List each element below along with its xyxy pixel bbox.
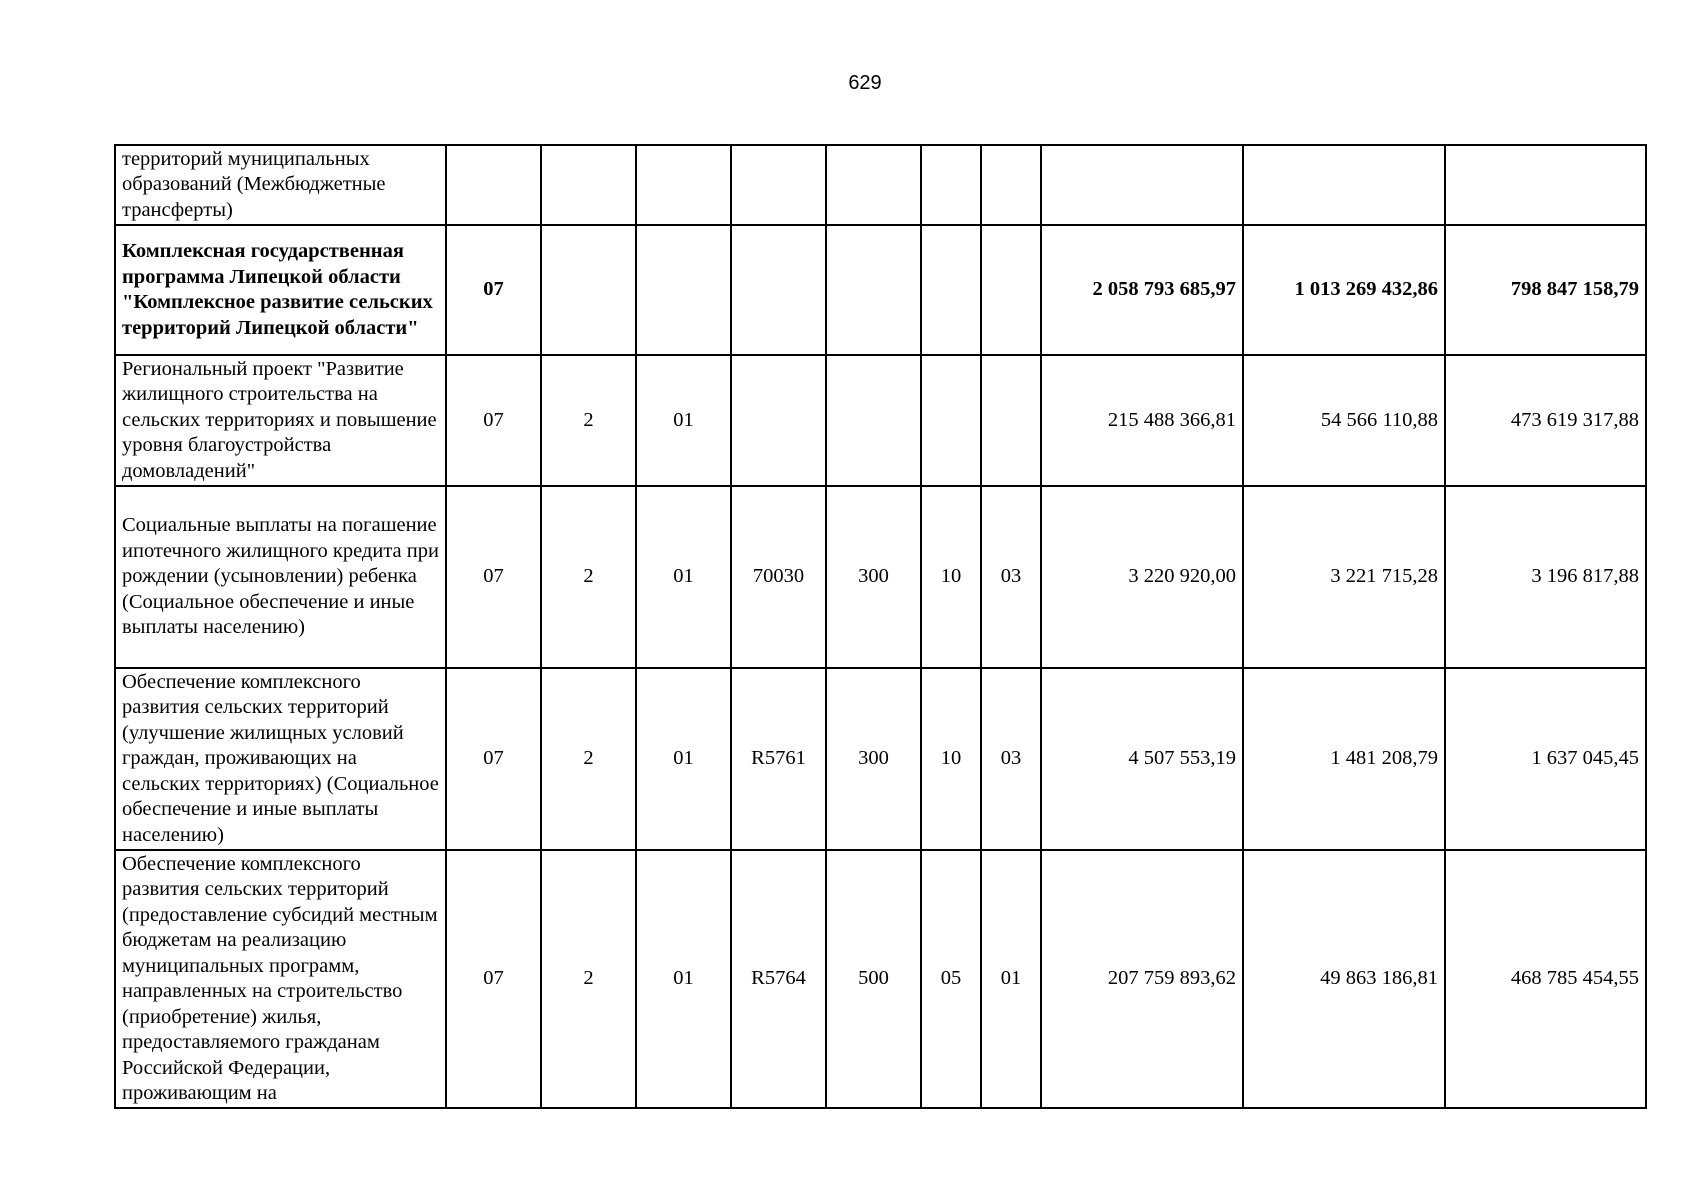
subprogram-code xyxy=(541,225,636,355)
page-number: 629 xyxy=(848,72,882,94)
amount-year-1: 3 220 920,00 xyxy=(1041,486,1243,668)
subsection-code xyxy=(981,145,1041,225)
program-code: 07 xyxy=(446,668,541,850)
expense-type-code xyxy=(826,225,921,355)
project-code xyxy=(636,225,731,355)
program-code: 07 xyxy=(446,486,541,668)
subprogram-code xyxy=(541,145,636,225)
direction-code: R5761 xyxy=(731,668,826,850)
section-code xyxy=(921,225,981,355)
row-name: территорий муниципальных образований (Межбюджетные трансферты) xyxy=(115,145,446,225)
subprogram-code: 2 xyxy=(541,486,636,668)
amount-year-1: 207 759 893,62 xyxy=(1041,850,1243,1108)
amount-year-2: 49 863 186,81 xyxy=(1243,850,1445,1108)
row-name: Региональный проект "Развитие жилищного строительства на сельских территориях и повышение уровня благоустройства домовладений" xyxy=(115,355,446,486)
section-code xyxy=(921,145,981,225)
amount-year-1: 2 058 793 685,97 xyxy=(1041,225,1243,355)
amount-year-3: 1 637 045,45 xyxy=(1445,668,1646,850)
table-row xyxy=(115,668,1646,850)
program-code xyxy=(446,145,541,225)
section-code: 10 xyxy=(921,486,981,668)
amount-year-2: 1 481 208,79 xyxy=(1243,668,1445,850)
amount-year-2 xyxy=(1243,145,1445,225)
subsection-code: 01 xyxy=(981,850,1041,1108)
table-row xyxy=(115,225,1646,355)
row-name: Обеспечение комплексного развития сельских территорий (улучшение жилищных условий граждан, проживающих на сельских территориях) (Социальное обеспечение и иные выплаты населению) xyxy=(115,668,446,850)
project-code xyxy=(636,145,731,225)
subsection-code: 03 xyxy=(981,486,1041,668)
project-code: 01 xyxy=(636,668,731,850)
expense-type-code: 300 xyxy=(826,668,921,850)
project-code: 01 xyxy=(636,355,731,486)
subsection-code xyxy=(981,225,1041,355)
section-code: 10 xyxy=(921,668,981,850)
amount-year-1 xyxy=(1041,145,1243,225)
subprogram-code: 2 xyxy=(541,355,636,486)
amount-year-3: 468 785 454,55 xyxy=(1445,850,1646,1108)
direction-code: 70030 xyxy=(731,486,826,668)
subprogram-code: 2 xyxy=(541,850,636,1108)
expense-type-code: 300 xyxy=(826,486,921,668)
program-code: 07 xyxy=(446,850,541,1108)
direction-code xyxy=(731,225,826,355)
row-name: Социальные выплаты на погашение ипотечного жилищного кредита при рождении (усыновлении) ребенка (Социальное обеспечение и иные выплаты населению) xyxy=(115,486,446,668)
amount-year-3 xyxy=(1445,145,1646,225)
direction-code xyxy=(731,145,826,225)
direction-code xyxy=(731,355,826,486)
section-code xyxy=(921,355,981,486)
expense-type-code: 500 xyxy=(826,850,921,1108)
amount-year-3: 473 619 317,88 xyxy=(1445,355,1646,486)
project-code: 01 xyxy=(636,850,731,1108)
table-row xyxy=(115,145,1646,225)
amount-year-3: 798 847 158,79 xyxy=(1445,225,1646,355)
amount-year-2: 3 221 715,28 xyxy=(1243,486,1445,668)
amount-year-1: 4 507 553,19 xyxy=(1041,668,1243,850)
table-row xyxy=(115,850,1646,1108)
amount-year-2: 54 566 110,88 xyxy=(1243,355,1445,486)
table-row xyxy=(115,355,1646,486)
program-code: 07 xyxy=(446,355,541,486)
section-code: 05 xyxy=(921,850,981,1108)
project-code: 01 xyxy=(636,486,731,668)
subsection-code xyxy=(981,355,1041,486)
direction-code: R5764 xyxy=(731,850,826,1108)
program-code: 07 xyxy=(446,225,541,355)
table-row xyxy=(115,486,1646,668)
subprogram-code: 2 xyxy=(541,668,636,850)
amount-year-2: 1 013 269 432,86 xyxy=(1243,225,1445,355)
expense-type-code xyxy=(826,355,921,486)
row-name: Комплексная государственная программа Липецкой области "Комплексное развитие сельских территорий Липецкой области" xyxy=(115,225,446,355)
subsection-code: 03 xyxy=(981,668,1041,850)
row-name: Обеспечение комплексного развития сельских территорий (предоставление субсидий местным бюджетам на реализацию муниципальных программ, направленных на строительство (приобретение) жилья, предоставляемого гражданам Российской Федерации, проживающим на xyxy=(115,850,446,1108)
expense-type-code xyxy=(826,145,921,225)
budget-table xyxy=(114,144,1647,1109)
amount-year-3: 3 196 817,88 xyxy=(1445,486,1646,668)
amount-year-1: 215 488 366,81 xyxy=(1041,355,1243,486)
